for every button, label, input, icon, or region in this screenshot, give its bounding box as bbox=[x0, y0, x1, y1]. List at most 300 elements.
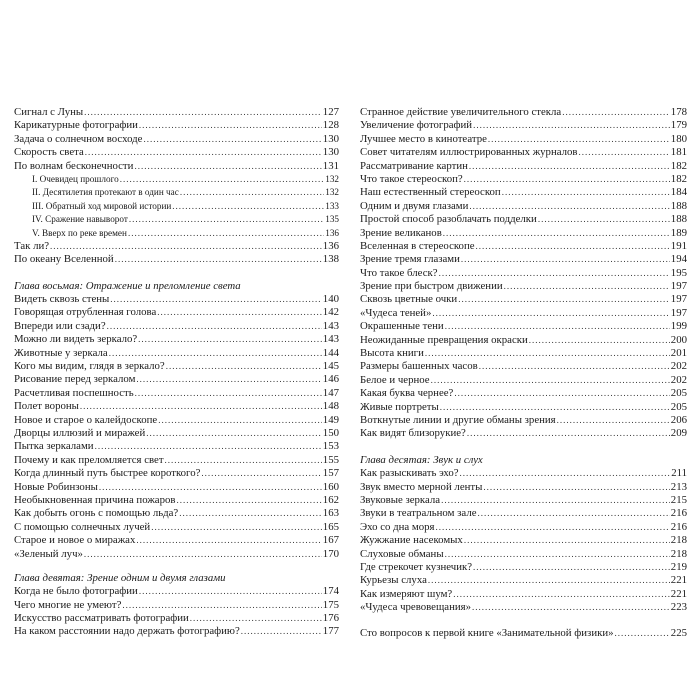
toc-entry bbox=[14, 548, 339, 561]
toc-entry-page-number: 136 bbox=[325, 227, 339, 238]
toc-entry-page-number: 149 bbox=[322, 413, 339, 426]
toc-entry-page-number: 165 bbox=[322, 520, 339, 533]
toc-entry bbox=[14, 186, 339, 199]
dot-leader bbox=[445, 320, 670, 333]
dot-leader bbox=[562, 106, 670, 119]
toc-entry bbox=[14, 293, 339, 306]
toc-entry-title: По волнам бесконечности bbox=[14, 159, 134, 172]
toc-entry bbox=[360, 186, 687, 199]
toc-entry-title: Слуховые обманы bbox=[360, 547, 444, 560]
dot-leader bbox=[201, 467, 321, 480]
toc-entry-title: Дворцы иллюзий и миражей bbox=[14, 426, 146, 439]
toc-entry bbox=[14, 200, 339, 213]
toc-entry-page-number: 215 bbox=[670, 493, 687, 506]
dot-leader bbox=[139, 119, 322, 132]
toc-entry-title: Скорость света bbox=[14, 146, 84, 159]
toc-entry-page-number: 189 bbox=[670, 226, 687, 239]
toc-entry-page-number: 223 bbox=[670, 601, 687, 614]
chapter-heading: Глава десятая: Звук и слух bbox=[360, 453, 483, 466]
toc-entry bbox=[360, 320, 687, 333]
toc-entry-page-number: 130 bbox=[322, 146, 339, 159]
toc-entry bbox=[14, 106, 339, 119]
toc-entry bbox=[14, 133, 339, 146]
toc-section bbox=[14, 293, 339, 561]
dot-leader bbox=[425, 347, 670, 360]
toc-entry-title: Говорящая отрубленная голова bbox=[14, 306, 157, 319]
dot-leader bbox=[146, 427, 322, 440]
dot-leader bbox=[80, 400, 322, 413]
toc-entry-title: Когда не было фотографии bbox=[14, 585, 138, 598]
toc-entry-title: Вселенная в стереоскопе bbox=[360, 239, 475, 252]
toc-entry-page-number: 174 bbox=[322, 585, 339, 598]
dot-leader bbox=[464, 173, 670, 186]
toc-entry bbox=[360, 414, 687, 427]
dot-leader bbox=[461, 253, 670, 266]
toc-entry-title: Одним и двумя глазами bbox=[360, 199, 469, 212]
toc-entry-title: «Зеленый луч» bbox=[14, 547, 83, 560]
toc-entry-page-number: 202 bbox=[670, 360, 687, 373]
toc-entry-title: Где стрекочет кузнечик? bbox=[360, 560, 473, 573]
toc-entry bbox=[360, 173, 687, 186]
toc-entry-title: Высота книги bbox=[360, 347, 424, 360]
dot-leader bbox=[50, 240, 322, 253]
dot-leader bbox=[120, 173, 325, 186]
toc-entry-page-number: 180 bbox=[670, 132, 687, 145]
toc-entry-title: Увеличение фотографий bbox=[360, 119, 473, 132]
toc-entry-page-number: 216 bbox=[670, 507, 687, 520]
toc-entry-title: Простой способ разоблачать подделки bbox=[360, 213, 537, 226]
dot-leader bbox=[445, 548, 670, 561]
dot-leader bbox=[109, 347, 322, 360]
dot-leader bbox=[190, 612, 322, 625]
toc-entry-page-number: 188 bbox=[670, 199, 687, 212]
toc-entry-title: Что такое стереоскоп? bbox=[360, 172, 463, 185]
toc-entry-page-number: 150 bbox=[322, 426, 339, 439]
toc-entry-title: Новые Робинзоны bbox=[14, 480, 98, 493]
dot-leader bbox=[151, 521, 322, 534]
toc-entry-title: Как разыскивать эхо? bbox=[360, 467, 459, 480]
toc-entry-title: Странное действие увеличительного стекла bbox=[360, 106, 562, 118]
toc-entry bbox=[360, 574, 687, 587]
toc-entry-title: IV. Сражение навыворот bbox=[32, 214, 128, 225]
toc-entry bbox=[14, 534, 339, 547]
toc-entry bbox=[14, 599, 339, 612]
toc-entry bbox=[360, 227, 687, 240]
dot-leader bbox=[428, 574, 670, 587]
toc-entry-title: Сквозь цветные очки bbox=[360, 293, 458, 306]
toc-entry-title: Эхо со дна моря bbox=[360, 520, 435, 533]
toc-entry bbox=[360, 507, 687, 520]
toc-entry-title: «Чудеса теней» bbox=[360, 306, 432, 319]
toc-entry-page-number: 218 bbox=[670, 534, 687, 547]
toc-entry-page-number: 140 bbox=[322, 293, 339, 306]
dot-leader bbox=[129, 213, 324, 226]
toc-entry-title: Звуковые зеркала bbox=[360, 493, 441, 506]
toc-entry-title: Старое и новое о миражах bbox=[14, 534, 136, 547]
toc-entry-page-number: 162 bbox=[322, 493, 339, 506]
toc-entry-page-number: 221 bbox=[670, 574, 687, 587]
toc-entry-page-number: 176 bbox=[322, 612, 339, 625]
toc-entry bbox=[14, 585, 339, 598]
dot-leader bbox=[453, 588, 670, 601]
dot-leader bbox=[95, 440, 322, 453]
dot-leader bbox=[143, 133, 321, 146]
toc-entry bbox=[360, 561, 687, 574]
toc-entry-page-number: 142 bbox=[322, 306, 339, 319]
toc-entry bbox=[360, 267, 687, 280]
toc-entry bbox=[14, 400, 339, 413]
toc-entry-page-number: 143 bbox=[322, 333, 339, 346]
toc-entry bbox=[360, 160, 687, 173]
dot-leader bbox=[122, 599, 321, 612]
toc-entry bbox=[14, 146, 339, 159]
toc-section bbox=[360, 106, 687, 441]
dot-leader bbox=[166, 360, 322, 373]
toc-entry bbox=[360, 494, 687, 507]
toc-entry bbox=[14, 440, 339, 453]
toc-entry-page-number: 194 bbox=[670, 253, 687, 266]
toc-entry-page-number: 211 bbox=[671, 467, 687, 480]
toc-entry bbox=[360, 588, 687, 601]
dot-leader bbox=[476, 240, 670, 253]
toc-entry bbox=[360, 200, 687, 213]
toc-entry-title: С помощью солнечных лучей bbox=[14, 520, 151, 533]
dot-leader bbox=[115, 253, 322, 266]
toc-entry-title: Когда длинный путь быстрее короткого? bbox=[14, 467, 201, 480]
toc-entry-title: II. Десятилетия протекают в один час bbox=[32, 187, 179, 198]
dot-leader bbox=[469, 160, 670, 173]
toc-entry-page-number: 135 bbox=[325, 214, 339, 225]
toc-entry-title: Размеры башенных часов bbox=[360, 360, 478, 373]
toc-entry-page-number: 163 bbox=[322, 507, 339, 520]
toc-entry-page-number: 197 bbox=[670, 306, 687, 319]
toc-entry-page-number: 143 bbox=[322, 319, 339, 332]
toc-entry-title: Как видят близорукие? bbox=[360, 427, 466, 440]
dot-leader bbox=[464, 534, 670, 547]
toc-entry-page-number: 181 bbox=[670, 146, 687, 159]
toc-entry-page-number: 153 bbox=[322, 440, 339, 453]
dot-leader bbox=[502, 186, 670, 199]
toc-entry-page-number: 136 bbox=[322, 239, 339, 252]
toc-entry-page-number: 157 bbox=[322, 467, 339, 480]
dot-leader bbox=[454, 387, 669, 400]
toc-entry-title: Звуки в театральном зале bbox=[360, 507, 477, 520]
toc-entry-title: Рисование перед зеркалом bbox=[14, 373, 136, 386]
toc-entry bbox=[360, 146, 687, 159]
toc-entry-title: Что такое блеск? bbox=[360, 266, 438, 279]
toc-entry-page-number: 138 bbox=[322, 253, 339, 266]
toc-entry bbox=[360, 481, 687, 494]
toc-entry-page-number: 177 bbox=[322, 625, 339, 638]
toc-entry bbox=[360, 253, 687, 266]
toc-entry bbox=[14, 213, 339, 226]
dot-leader bbox=[110, 293, 322, 306]
dot-leader bbox=[615, 627, 670, 640]
toc-entry bbox=[360, 374, 687, 387]
dot-leader bbox=[473, 119, 670, 132]
toc-entry-page-number: 205 bbox=[670, 400, 687, 413]
toc-entry-title: Карикатурные фотографии bbox=[14, 119, 138, 132]
toc-entry-title: Как измеряют шум? bbox=[360, 587, 453, 600]
toc-entry-title: Впереди или сзади? bbox=[14, 319, 106, 332]
toc-entry bbox=[14, 625, 339, 638]
toc-entry bbox=[14, 427, 339, 440]
dot-leader bbox=[458, 293, 670, 306]
toc-entry-title: Так ли? bbox=[14, 239, 50, 252]
toc-entry-title: Видеть сквозь стены bbox=[14, 293, 110, 306]
toc-column-left bbox=[14, 106, 339, 639]
toc-entry-title: Зрение при быстром движении bbox=[360, 280, 503, 293]
toc-section bbox=[14, 585, 339, 639]
toc-entry bbox=[360, 548, 687, 561]
toc-entry-page-number: 201 bbox=[670, 347, 687, 360]
toc-entry-page-number: 225 bbox=[670, 627, 687, 640]
toc-entry-title: Зрение тремя глазами bbox=[360, 253, 460, 266]
dot-leader bbox=[432, 307, 669, 320]
dot-leader bbox=[138, 333, 322, 346]
dot-leader bbox=[241, 625, 322, 638]
dot-leader bbox=[557, 414, 670, 427]
toc-entry bbox=[14, 227, 339, 240]
toc-entry bbox=[360, 133, 687, 146]
toc-entry-title: Курьезы слуха bbox=[360, 574, 427, 587]
dot-leader bbox=[136, 534, 321, 547]
toc-entry-title: I. Очевидец прошлого bbox=[32, 173, 119, 184]
toc-entry bbox=[360, 427, 687, 440]
toc-entry bbox=[14, 467, 339, 480]
toc-entry-page-number: 188 bbox=[670, 213, 687, 226]
toc-entry-title: Полет вороны bbox=[14, 400, 79, 413]
toc-entry bbox=[360, 213, 687, 226]
toc-entry-page-number: 167 bbox=[322, 534, 339, 547]
dot-leader bbox=[479, 360, 670, 373]
toc-entry bbox=[360, 521, 687, 534]
toc-entry-title: Почему и как преломляется свет bbox=[14, 453, 164, 466]
toc-entry-page-number: 179 bbox=[670, 119, 687, 132]
toc-entry-title: Жужжание насекомых bbox=[360, 534, 463, 547]
toc-entry-title: Необыкновенная причина пожаров bbox=[14, 493, 176, 506]
toc-entry bbox=[14, 119, 339, 132]
toc-entry-title: Новое и старое о калейдоскопе bbox=[14, 413, 158, 426]
toc-entry-title: Воткнутые линии и другие обманы зрения bbox=[360, 413, 556, 426]
dot-leader bbox=[538, 213, 670, 226]
dot-leader bbox=[84, 548, 322, 561]
dot-leader bbox=[460, 467, 671, 480]
toc-entry-title: Лучшее место в кинотеатре bbox=[360, 132, 487, 145]
toc-entry-page-number: 131 bbox=[322, 159, 339, 172]
toc-entry-title: Как добыть огонь с помощью льда? bbox=[14, 507, 179, 520]
toc-entry-title: Какая буква чернее? bbox=[360, 387, 454, 400]
toc-entry bbox=[14, 414, 339, 427]
dot-leader bbox=[134, 160, 321, 173]
dot-leader bbox=[431, 374, 670, 387]
toc-column-right bbox=[360, 106, 687, 641]
dot-leader bbox=[165, 454, 322, 467]
toc-entry-title: Животные у зеркала bbox=[14, 346, 108, 359]
toc-entry-page-number: 182 bbox=[670, 159, 687, 172]
toc-entry-title: По океану Вселенной bbox=[14, 253, 114, 266]
toc-entry-title: Сигнал с Луны bbox=[14, 106, 84, 118]
toc-entry-title: Чего многие не умеют? bbox=[14, 598, 122, 611]
dot-leader bbox=[135, 387, 322, 400]
chapter-heading: Глава девятая: Зрение одним и двумя глазами bbox=[14, 571, 226, 584]
toc-entry-title: Расчетливая поспешность bbox=[14, 386, 134, 399]
dot-leader bbox=[478, 507, 670, 520]
dot-leader bbox=[180, 186, 324, 199]
toc-entry-title: Зрение великанов bbox=[360, 226, 442, 239]
toc-entry-page-number: 216 bbox=[670, 520, 687, 533]
dot-leader bbox=[158, 414, 322, 427]
dot-leader bbox=[435, 521, 669, 534]
toc-entry bbox=[14, 253, 339, 266]
dot-leader bbox=[504, 280, 670, 293]
toc-entry-page-number: 184 bbox=[670, 186, 687, 199]
toc-entry-title: Можно ли видеть зеркало? bbox=[14, 333, 138, 346]
toc-entry-page-number: 155 bbox=[322, 453, 339, 466]
toc-entry bbox=[14, 481, 339, 494]
toc-entry-page-number: 144 bbox=[322, 346, 339, 359]
toc-entry-page-number: 195 bbox=[670, 266, 687, 279]
toc-entry bbox=[14, 373, 339, 386]
toc-entry bbox=[360, 307, 687, 320]
toc-entry-page-number: 170 bbox=[322, 547, 339, 560]
toc-entry-page-number: 197 bbox=[670, 293, 687, 306]
toc-entry-page-number: 206 bbox=[670, 413, 687, 426]
toc-entry bbox=[360, 601, 687, 614]
toc-entry-title: Окрашенные тени bbox=[360, 320, 444, 333]
dot-leader bbox=[441, 494, 670, 507]
toc-entry bbox=[14, 507, 339, 520]
toc-entry-title: Совет читателям иллюстрированных журналов bbox=[360, 146, 578, 159]
dot-leader bbox=[440, 401, 670, 414]
toc-entry-page-number: 146 bbox=[322, 373, 339, 386]
toc-entry-title: Сто вопросов к первой книге «Занимательной физики» bbox=[360, 627, 614, 640]
toc-entry bbox=[14, 494, 339, 507]
toc-entry bbox=[360, 360, 687, 373]
toc-entry bbox=[14, 240, 339, 253]
toc-entry-page-number: 145 bbox=[322, 360, 339, 373]
dot-leader bbox=[128, 227, 324, 240]
toc-entry-title: Неожиданные превращения окраски bbox=[360, 333, 528, 346]
dot-leader bbox=[467, 427, 670, 440]
dot-leader bbox=[579, 146, 670, 159]
dot-leader bbox=[84, 106, 322, 119]
toc-entry bbox=[14, 160, 339, 173]
toc-entry bbox=[360, 387, 687, 400]
toc-entry-title: Наш естественный стереоскоп bbox=[360, 186, 501, 199]
toc-entry bbox=[360, 293, 687, 306]
toc-entry bbox=[360, 240, 687, 253]
toc-section bbox=[360, 467, 687, 614]
toc-entry-title: Кого мы видим, глядя в зеркало? bbox=[14, 360, 165, 373]
toc-entry-title: Белое и черное bbox=[360, 373, 430, 386]
dot-leader bbox=[469, 200, 669, 213]
toc-entry-page-number: 130 bbox=[322, 132, 339, 145]
toc-section bbox=[360, 627, 687, 640]
toc-section bbox=[14, 106, 339, 267]
toc-entry-page-number: 182 bbox=[670, 172, 687, 185]
toc-entry bbox=[14, 347, 339, 360]
toc-entry-page-number: 218 bbox=[670, 547, 687, 560]
toc-entry-title: Искусство рассматривать фотографии bbox=[14, 612, 189, 625]
toc-entry bbox=[14, 333, 339, 346]
toc-entry-title: Рассматривание картин bbox=[360, 159, 468, 172]
toc-entry bbox=[14, 387, 339, 400]
toc-entry-page-number: 200 bbox=[670, 333, 687, 346]
toc-entry-title: V. Вверх по реке времен bbox=[32, 227, 127, 238]
dot-leader bbox=[179, 507, 322, 520]
toc-entry-page-number: 209 bbox=[670, 427, 687, 440]
dot-leader bbox=[139, 585, 322, 598]
toc-entry-page-number: 160 bbox=[322, 480, 339, 493]
toc-entry bbox=[360, 280, 687, 293]
toc-entry-title: Живые портреты bbox=[360, 400, 439, 413]
toc-entry-title: На каком расстоянии надо держать фотографию? bbox=[14, 625, 240, 638]
toc-entry bbox=[360, 401, 687, 414]
toc-entry bbox=[14, 454, 339, 467]
toc-entry-title: «Чудеса чревовещания» bbox=[360, 601, 472, 614]
toc-entry-title: III. Обратный ход мировой истории bbox=[32, 200, 172, 211]
toc-entry bbox=[360, 119, 687, 132]
toc-entry-page-number: 205 bbox=[670, 387, 687, 400]
toc-entry-page-number: 221 bbox=[670, 587, 687, 600]
toc-entry-page-number: 132 bbox=[325, 173, 339, 184]
toc-entry bbox=[14, 521, 339, 534]
toc-entry-page-number: 219 bbox=[670, 560, 687, 573]
toc-entry bbox=[360, 334, 687, 347]
toc-entry-title: Пытка зеркалами bbox=[14, 440, 94, 453]
toc-entry-page-number: 202 bbox=[670, 373, 687, 386]
toc-entry-page-number: 191 bbox=[670, 239, 687, 252]
toc-entry-page-number: 147 bbox=[322, 386, 339, 399]
toc-entry-page-number: 213 bbox=[670, 480, 687, 493]
dot-leader bbox=[443, 227, 670, 240]
toc-entry bbox=[14, 320, 339, 333]
dot-leader bbox=[107, 320, 322, 333]
dot-leader bbox=[172, 200, 324, 213]
toc-entry bbox=[360, 534, 687, 547]
toc-entry bbox=[360, 347, 687, 360]
toc-entry-page-number: 148 bbox=[322, 400, 339, 413]
dot-leader bbox=[472, 601, 670, 614]
dot-leader bbox=[529, 334, 670, 347]
toc-entry-page-number: 133 bbox=[325, 200, 339, 211]
toc-entry-title: Звук вместо мерной ленты bbox=[360, 480, 483, 493]
dot-leader bbox=[157, 306, 322, 319]
toc-entry-page-number: 197 bbox=[670, 280, 687, 293]
toc-entry bbox=[360, 467, 687, 480]
toc-entry-page-number: 132 bbox=[325, 187, 339, 198]
toc-entry-page-number: 127 bbox=[322, 106, 339, 118]
toc-entry-page-number: 199 bbox=[670, 320, 687, 333]
toc-entry bbox=[14, 360, 339, 373]
dot-leader bbox=[488, 133, 670, 146]
toc-entry bbox=[360, 106, 687, 119]
chapter-heading: Глава восьмая: Отражение и преломление света bbox=[14, 279, 241, 292]
dot-leader bbox=[176, 494, 321, 507]
toc-entry-page-number: 178 bbox=[670, 106, 687, 118]
toc-entry bbox=[14, 306, 339, 319]
dot-leader bbox=[136, 373, 321, 386]
dot-leader bbox=[99, 481, 322, 494]
dot-leader bbox=[473, 561, 670, 574]
toc-entry bbox=[14, 612, 339, 625]
toc-entry-page-number: 128 bbox=[322, 119, 339, 132]
dot-leader bbox=[85, 146, 322, 159]
toc-entry bbox=[360, 627, 687, 640]
toc-entry bbox=[14, 173, 339, 186]
dot-leader bbox=[439, 267, 670, 280]
